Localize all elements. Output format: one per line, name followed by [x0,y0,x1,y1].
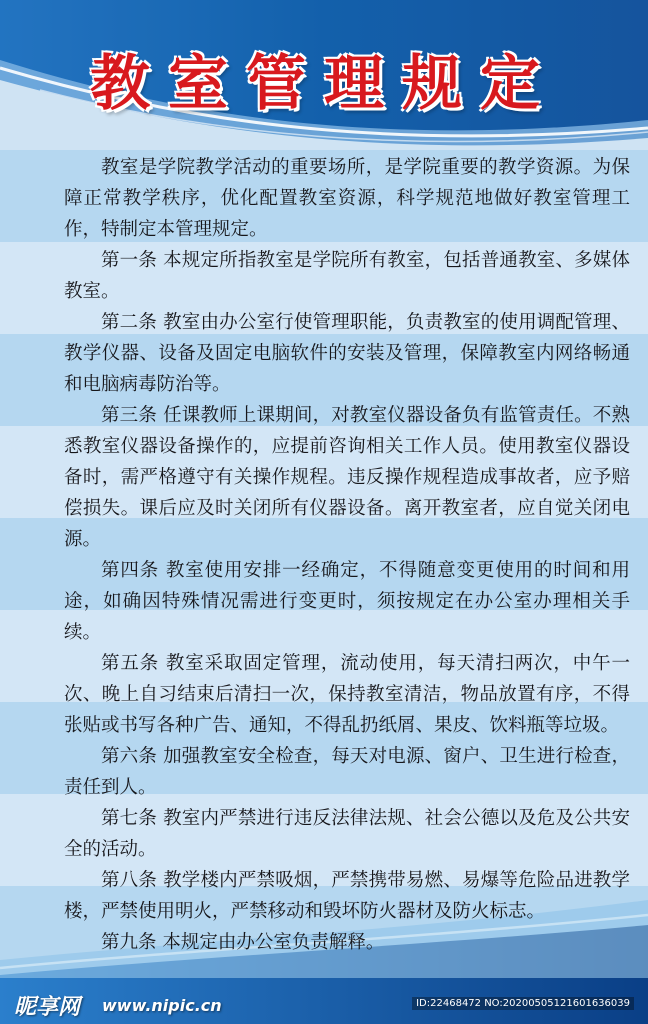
paragraph-article-8: 第八条 教学楼内严禁吸烟，严禁携带易燃、易爆等危险品进教学楼，严禁使用明火，严禁移动和毁坏防火器材及防火标志。 [64,870,630,922]
paragraph-article-3: 第三条 任课教师上课期间，对教室仪器设备负有监管责任。不熟悉教室仪器设备操作的，应提前咨询相关工作人员。使用教室仪器设备时，需严格遵守有关操作规程。违反操作规程造成事故者，应予赔偿损失。课后应及时关闭所有仪器设备。离开教室者，应自觉关闭电源。 [64,405,630,550]
paragraph-article-9: 第九条 本规定由办公室负责解释。 [101,932,385,953]
paragraph-article-6: 第六条 加强教室安全检查，每天对电源、窗户、卫生进行检查，责任到人。 [64,746,630,798]
watermark-id: ID:22468472 NO:20200505121601636039 [412,997,634,1010]
regulation-text [64,152,630,958]
paragraph-intro: 教室是学院教学活动的重要场所，是学院重要的教学资源。为保障正常教学秩序，优化配置教室资源，科学规范地做好教室管理工作，特制定本管理规定。 [64,157,630,240]
paragraph-article-2: 第二条 教室由办公室行使管理职能，负责教室的使用调配管理、教学仪器、设备及固定电脑软件的安装及管理，保障教室内网络畅通和电脑病毒防治等。 [64,312,630,395]
watermark-url: www.nipic.cn [102,996,222,1015]
paragraph-article-5: 第五条 教室采取固定管理，流动使用，每天清扫两次，中午一次、晚上自习结束后清扫一次，保持教室清洁，物品放置有序，不得张贴或书写各种广告、通知，不得乱扔纸屑、果皮、饮料瓶等垃圾。 [64,653,630,736]
paragraph-article-7: 第七条 教室内严禁进行违反法律法规、社会公德以及危及公共安全的活动。 [64,808,630,860]
page-title: 教室管理规定 [90,49,558,119]
paragraph-article-4: 第四条 教室使用安排一经确定，不得随意变更使用的时间和用途，如确因特殊情况需进行变更时，须按规定在办公室办理相关手续。 [64,560,630,643]
paragraph-article-1: 第一条 本规定所指教室是学院所有教室，包括普通教室、多媒体教室。 [64,250,630,302]
watermark-logo: 昵享网 [14,995,81,1020]
